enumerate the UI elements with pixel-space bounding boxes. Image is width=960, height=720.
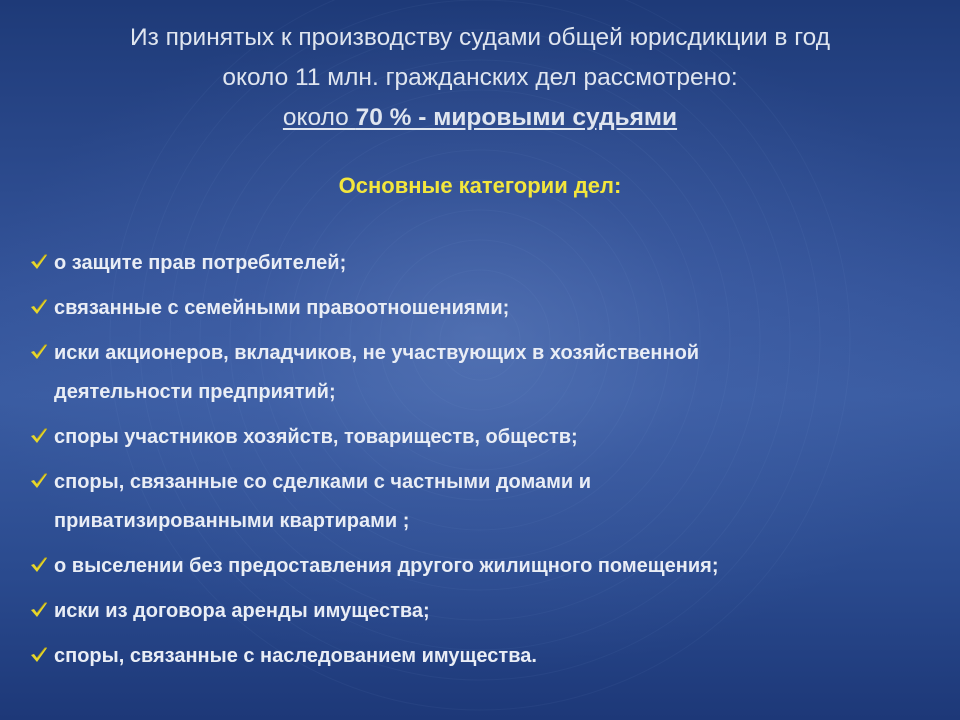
heading-line-2: около 11 млн. гражданских дел рассмотрено: [222, 64, 738, 91]
list-item-text: о защите прав потребителей; [54, 252, 347, 274]
list-item-text: споры участников хозяйств, товариществ, обществ; [54, 426, 578, 448]
list-item [28, 463, 933, 541]
list-item [28, 289, 933, 328]
categories-list [28, 244, 933, 682]
list-item [28, 592, 933, 631]
heading-line-3-prefix: около [282, 104, 356, 131]
list-item [28, 637, 933, 676]
list-item [28, 418, 933, 457]
list-item-text-continued: приватизированными квартирами ; [54, 510, 410, 532]
list-item [28, 334, 933, 412]
list-item [28, 244, 933, 283]
heading-line-3 [30, 98, 930, 138]
list-item-text: связанные с семейными правоотношениями; [54, 297, 510, 319]
list-item-text: споры, связанные с наследованием имущества. [54, 645, 537, 667]
list-item-text: иски из договора аренды имущества; [54, 600, 430, 622]
categories-subtitle: Основные категории дел: [338, 173, 622, 198]
heading-line-3-highlight: 70 % - мировыми судьями [355, 104, 678, 131]
list-item-text-continued: деятельности предприятий; [54, 381, 336, 403]
list-item-text: о выселении без предоставления другого жилищного помещения; [54, 555, 719, 577]
slide-heading [30, 18, 930, 138]
list-item-text: иски акционеров, вкладчиков, не участвующих в хозяйственной [54, 342, 700, 364]
list-item-text: споры, связанные со сделками с частными домами и [54, 471, 592, 493]
heading-line-1: Из принятых к производству судами общей юрисдикции в год [129, 24, 831, 51]
list-item [28, 547, 933, 586]
